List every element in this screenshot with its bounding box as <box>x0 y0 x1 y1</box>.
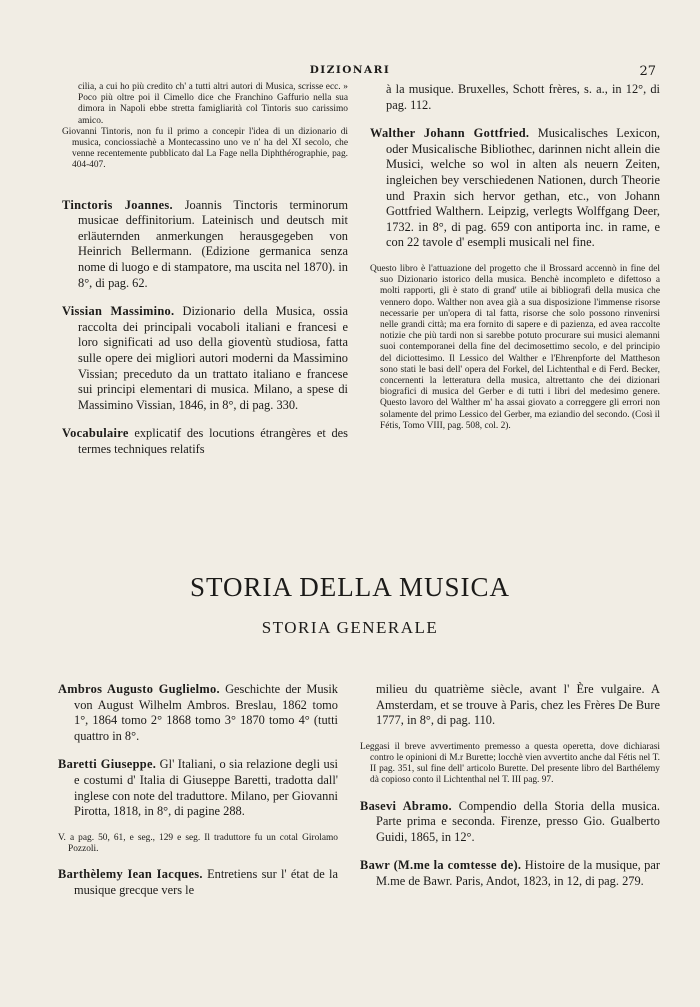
entry-walther <box>370 126 660 251</box>
bottom-left-column <box>58 682 338 911</box>
entry-text: Geschichte der Musik von August Wilhelm Ambros. Breslau, 1862 tomo 1°, 1864 tomo 2° 1868 tomo 3° 1870 tomo 4° (tutti quattro in 8°. <box>74 682 339 743</box>
top-right-column <box>370 82 660 444</box>
entry-vissian <box>62 304 348 413</box>
entry-text: Gl' Italiani, o sia relazione degli usi e costumi d' Italia di Giuseppe Baretti, tradotta dall' inglese con note del traduttore. Milano, per Giovanni Pirotta, 1818, in 8°, di pagine 288. <box>74 757 338 819</box>
entry-text: Entretiens sur l' état de la musique grecque vers le <box>74 867 338 897</box>
footnote: Questo libro è l'attuazione del progetto che il Brossard accennò in fine del suo Dizionario istorico della musica. Benchè incompleto e difettoso a molti rapporti, gli è stato di grand' utile ai bibliografi della musica che vennero dopo. Walther non avea già a sua disposizione l'immense risorse necessarie per un'opera di tal fatta, risorse che solo possono rinvenirsi nelle grandi città; ma era fornito di sapere e di pazienza, ed avea raccolte notizie che più tardi non si sarebbe potuto procurare sui musici alemanni suoi contemporanei della fine del decimosettimo secolo, e del principio del diciottesimo. Il Lessico del Walther e l'Ehrenpforte del Mattheson sono stati le basi dell' opera del Forkel, del Lichtenthal e di Ferd. Becker, concernenti la letteratura della musica, altrettanto che dei dizionari biografici di musica del Gerber e di tutti i libri del medesimo genere. Questo lavoro del Walther m' ha assai giovato a correggere gli errori non solamente del primo Lessico del Gerber, ma eziandio del secondo. (Così il Fétis, Tomo VIII, pag. 508, col. 2). <box>370 263 660 431</box>
entry-text: Musicalisches Lexicon, oder Musicalische Bibliothec, darinnen nicht allein die Musici, welche so wol in alten als neuern Zeiten, ingleichen bey verschiedenen Nationen, durch Theorie und Praxin sich hervor gethan, etc., von Johann Gottfried Walthern. Leipzig, verlegts Wolffgang Deer, 1732. in 8°, di pag. 659 con antiporta inc. in rame, e con 22 tavole d' esempli musicali nel fine. <box>386 126 660 250</box>
running-title: DIZIONARI <box>309 64 391 76</box>
headword: Vocabulaire <box>62 426 129 441</box>
headword: Bawr (M.me la comtesse de). <box>360 858 522 873</box>
entry-baretti <box>58 757 338 819</box>
section-title: STORIA DELLA MUSICA <box>189 572 511 602</box>
entry-bawr <box>360 858 660 889</box>
entry-text: explicatif des locutions étrangères et des termes techniques relatifs <box>78 426 348 456</box>
footnote: V. a pag. 50, 61, e seg., 129 e seg. Il traduttore fu un cotal Girolamo Pozzoli. <box>58 832 338 854</box>
headword: Basevi Abramo. <box>360 798 452 813</box>
headword: Baretti Giuseppe. <box>58 757 157 772</box>
headword: Barthèlemy Iean Iacques. <box>58 867 203 882</box>
running-header <box>0 64 700 82</box>
entry-tinctoris <box>62 198 348 292</box>
headword: Ambros Augusto Guglielmo. <box>58 682 220 696</box>
continued-note: cilia, a cui ho più credito ch' a tutti altri autori di Musica, scrisse ecc. » Poco più oltre poi il Cimello dice che Franchino Gaffurio nella sua dimora in Napoli ebbe stretta famigliarità col Tintoris suo carissimo amico. <box>78 82 348 126</box>
entry-vocabulaire <box>62 426 348 457</box>
entry-ambros <box>58 682 338 744</box>
entry-text: Dizionario della Musica, ossia raccolta dei principali vocaboli italiani e francesi e loro significati ad uso della gioventù studiosa, fatta sulle opere dei migliori autori moderni da Massimino Vissian; preceduto da un trattato italiano e francese sui principi elementari di musica. Milano, a spese di Massimino Vissian, 1846, in 8°, di pag. 330. <box>78 304 348 412</box>
headword: Vissian Massimino. <box>62 304 175 319</box>
top-left-column <box>62 82 348 471</box>
headword: Walther Johann Gottfried. <box>370 126 530 141</box>
continued-entry: milieu du quatrième siècle, avant l' Ère vulgaire. A Amsterdam, et se trouve à Paris, chez les Frères De Bure 1777, in 8°, di pag. 110. <box>376 682 660 728</box>
entry-basevi <box>360 799 660 846</box>
entry-text: Joannis Tinctoris terminorum musicae deffinitorium. Lateinisch und deutsch mit erläuternden anmerkungen herausgegeben von Heinrich Bellermann. (Edizione germanica senza nome di luogo e di stampatore, ma uscita nel 1870). in 8°, di pag. 62. <box>78 197 348 290</box>
bottom-right-column <box>360 682 660 903</box>
continued-entry: à la musique. Bruxelles, Schott frères, s. a., in 12°, di pag. 112. <box>386 82 660 112</box>
entry-barthelemy <box>58 867 338 898</box>
entry-text: Compendio della Storia della musica. Parte prima e seconda. Firenze, presso Gio. Gualberto Guidi, 1865, in 12°. <box>376 798 660 844</box>
section-subtitle: STORIA GENERALE <box>261 618 439 637</box>
footnote: Giovanni Tintoris, non fu il primo a concepir l'idea di un dizionario di musica, conciossiachè a Montecassino uno ve n' ha del XI secolo, che venne recentemente pubblicato dal La Fage nella Diphthérographie, pag. 404-407. <box>62 126 348 171</box>
headword: Tinctoris Joannes. <box>62 197 173 212</box>
entry-text: Histoire de la musique, par M.me de Bawr. Paris, Andot, 1823, in 12, di pag. 279. <box>376 858 661 888</box>
page-number: 27 <box>639 64 656 79</box>
footnote: Leggasi il breve avvertimento premesso a questa operetta, dove dichiarasi contro le opinioni di M.r Burette; locchè vien avvertito anche dal Fétis nel T. II pag. 351, sul fine dell' articolo Burette. Del presente libro del Barthélemy dà copioso conto il Lichtenthal nel T. III pag. 97. <box>360 741 660 786</box>
